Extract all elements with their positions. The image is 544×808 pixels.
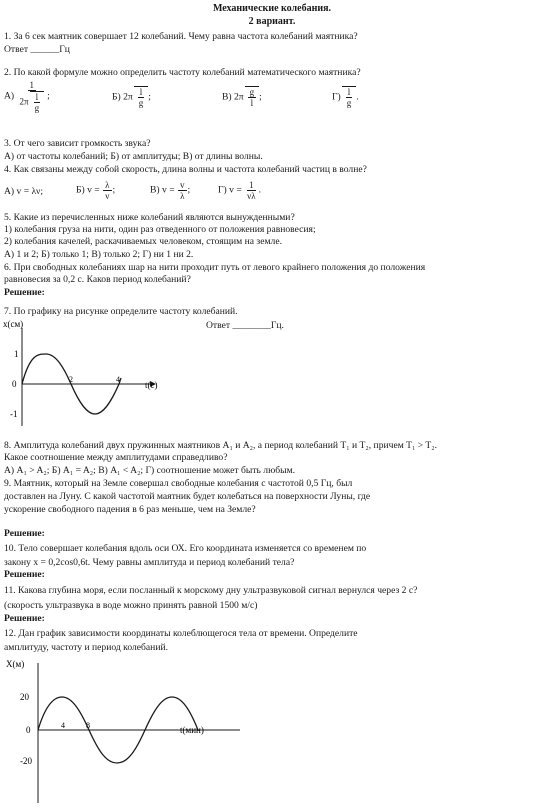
option-label: Г) — [332, 91, 341, 103]
numerator: g — [249, 87, 255, 97]
question-5: 5. Какие из перечисленных ниже колебаний являются вынужденными? — [4, 212, 295, 223]
denominator: g — [34, 103, 40, 113]
option-2d[interactable]: Г) $\frac{l}{g}$ . — [332, 87, 359, 108]
numerator: l — [347, 87, 351, 97]
worksheet-title: Механические колебания. — [212, 3, 332, 14]
question-9-line-2: доставлен на Луну. С какой частотой маятник будет колебаться на поверхности Луны, где — [4, 491, 371, 502]
graph1-tick-x-2: 2 — [69, 375, 73, 384]
fraction — [18, 80, 47, 113]
numerator: v — [180, 180, 185, 190]
denominator: l — [250, 98, 254, 108]
question-6-line-2: равновесия за 0,2 с. Каков период колебаний? — [4, 274, 191, 285]
question-9-line-3: ускорение свободного падения в 6 раз меньше, чем на Земле? — [4, 504, 256, 515]
graph2-y-axis-label: X(м) — [6, 659, 25, 669]
graph-oscillation-1 — [0, 316, 200, 436]
two-pi: 2π — [19, 96, 29, 107]
fraction — [245, 180, 257, 201]
graph1-tick-x-4: 4 — [116, 375, 120, 384]
option-4d[interactable]: Г) v = $\frac{1}{\nu\lambda}$ . — [218, 180, 261, 201]
graph2-tick-y-20: 20 — [20, 692, 29, 702]
numerator: λ — [105, 180, 110, 190]
fraction — [103, 180, 111, 201]
question-10-line-1: 10. Тело совершает колебания вдоль оси ОХ. Его координата изменяется со временем по — [4, 543, 367, 554]
graph2-tick-y-neg20: -20 — [20, 756, 32, 766]
denominator: νλ — [247, 191, 256, 201]
option-4a[interactable]: А) v = λν; — [4, 186, 43, 197]
option-4b[interactable]: Б) v = $\frac{\lambda}{\nu}$ ; — [76, 180, 116, 201]
numerator: 1 — [249, 180, 254, 190]
question-10-line-2: закону x = 0,2cos0,6t. Чему равны амплитуда и период колебаний тела? — [4, 557, 295, 568]
option-2a[interactable]: А) 1 2π $\frac{l}{g}$ ; — [4, 80, 50, 113]
graph2-tick-y-0: 0 — [26, 725, 31, 735]
question-1: 1. За 6 сек маятник совершает 12 колебаний. Чему равна частота колебаний маятника? — [4, 31, 358, 42]
sqrt-radicand — [245, 86, 260, 108]
question-8-line-1: 8. Амплитуда колебаний двух пружинных маятников A₁ и A₂, а период колебаний T₁ и T₂, причем T₁ > T₂. — [4, 440, 438, 451]
sqrt-radicand — [134, 86, 149, 108]
options-5[interactable]: А) 1 и 2; Б) только 1; В) только 2; Г) ни 1 ни 2. — [4, 249, 194, 260]
denominator: g — [346, 98, 352, 108]
graph1-x-axis-label: t(с) — [145, 380, 158, 390]
solution-label-6: Решение: — [4, 287, 45, 298]
fraction — [178, 180, 187, 201]
question-9-line-1: 9. Маятник, который на Земле совершал свободные колебания с частотой 0,5 Гц, был — [4, 478, 353, 489]
options-3[interactable]: А) от частоты колебаний; Б) от амплитуды; В) от длины волны. — [4, 151, 263, 162]
denominator: λ — [180, 191, 185, 201]
variant-label: 2 вариант. — [248, 16, 296, 27]
solution-label-10: Решение: — [4, 569, 45, 580]
option-label: Г) v = — [218, 184, 242, 196]
option-label: Б) v = — [76, 184, 100, 196]
question-12-line-1: 12. Дан график зависимости координаты колеблющегося тела от времени. Определите — [4, 628, 358, 639]
sqrt-radicand — [30, 91, 45, 113]
question-2: 2. По какой формуле можно определить частоту колебаний математического маятника? — [4, 67, 361, 78]
denominator: g — [138, 98, 144, 108]
option-label: Б) 2π — [112, 91, 133, 103]
denominator: ν — [105, 191, 110, 201]
answer-field-1[interactable]: Ответ ______Гц — [4, 44, 70, 55]
numerator: 1 — [29, 80, 35, 90]
graph1-tick-y-0: 0 — [12, 379, 17, 389]
graph1-y-axis-label: x(см) — [3, 319, 24, 329]
option-label: В) 2π — [222, 91, 244, 103]
question-7: 7. По графику на рисунке определите частоту колебаний. — [4, 306, 238, 317]
answer-field-7[interactable]: Ответ ________Гц. — [206, 320, 284, 331]
option-2b[interactable]: Б) 2π $\frac{l}{g}$ ; — [112, 87, 151, 108]
graph2-tick-x-4: 4 — [61, 721, 65, 730]
solution-label-11: Решение: — [4, 613, 45, 624]
graph1-tick-y-neg1: -1 — [10, 409, 18, 419]
options-8[interactable]: А) A₁ > A₂; Б) A₁ = A₂; В) A₁ < A₂; Г) соотношение может быть любым. — [4, 465, 296, 476]
option-2c[interactable]: В) 2π $\frac{g}{l}$ ; — [222, 87, 262, 108]
option-label: А) — [4, 90, 15, 102]
question-6-line-1: 6. При свободных колебаниях шар на нити проходит путь от левого крайнего положения до положения — [4, 262, 426, 273]
question-4: 4. Как связаны между собой скорость, длина волны и частота колебаний частиц в волне? — [4, 164, 367, 175]
numerator: l — [139, 87, 143, 97]
option-label: В) v = — [150, 184, 175, 196]
item-5-2: 2) колебания качелей, раскачиваемых человеком, стоящим на земле. — [4, 236, 282, 247]
question-12-line-2: амплитуду, частоту и период колебаний. — [4, 642, 168, 653]
sqrt-radicand — [342, 86, 357, 108]
option-4c[interactable]: В) v = $\frac{v}{\lambda}$ ; — [150, 180, 191, 201]
question-11-line-2: (скорость ультразвука в воде можно принять равной 1500 м/с) — [4, 600, 258, 611]
question-3: 3. От чего зависит громкость звука? — [4, 138, 151, 149]
graph-oscillation-2 — [0, 655, 270, 805]
graph2-x-axis-label: t(мин) — [180, 725, 204, 735]
item-5-1: 1) колебания груза на нити, один раз отведенного от положения равновесия; — [4, 224, 316, 235]
question-11-line-1: 11. Какова глубина моря, если посланный к морскому дну ультразвуковой сигнал вернулся через 2 с? — [4, 585, 418, 596]
denominator — [18, 91, 47, 113]
question-8-line-2: Какое соотношение между амплитудами справедливо? — [4, 452, 228, 463]
solution-label-9: Решение: — [4, 528, 45, 539]
graph1-tick-y-1: 1 — [14, 349, 19, 359]
graph2-tick-x-8: 8 — [86, 721, 90, 730]
numerator: l — [35, 92, 39, 102]
